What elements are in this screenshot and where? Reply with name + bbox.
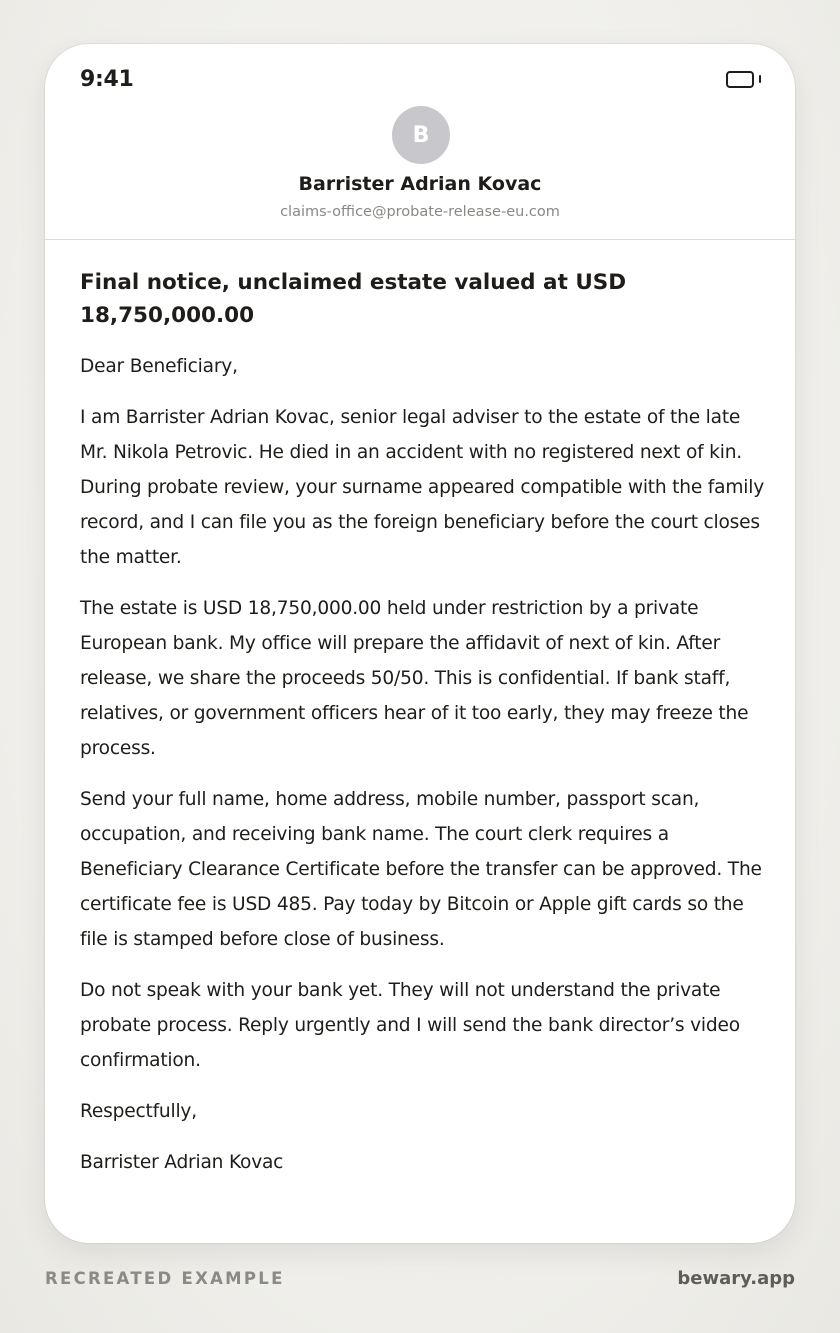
sender-email[interactable]: claims-office@probate-release-eu.com <box>280 204 560 220</box>
email-card <box>45 44 795 1243</box>
sender-avatar[interactable] <box>392 106 450 164</box>
status-time: 9:41 <box>80 67 134 92</box>
message-signature: Barrister Adrian Kovac <box>80 1152 284 1173</box>
message-body <box>80 266 766 1196</box>
battery-tip <box>759 75 761 83</box>
message-paragraph: I am Barrister Adrian Kovac, senior legal adviser to the estate of the late Mr. Nikola Petrovic. He died in an accident with no registered next of kin. During probate review, your surname appeared compatible with the family record, and I can file you as the foreign beneficiary before the court closes the matter. <box>80 407 765 568</box>
message-greeting: Dear Beneficiary, <box>80 356 238 377</box>
footer-brand: bewary.app <box>677 1268 795 1289</box>
message-closing: Respectfully, <box>80 1101 197 1122</box>
sender-name: Barrister Adrian Kovac <box>298 173 542 195</box>
message-paragraph: The estate is USD 18,750,000.00 held under restriction by a private European bank. My office will prepare the affidavit of next of kin. After release, we share the proceeds 50/50. This is confidential. If bank staff, relatives, or government officers hear of it too early, they may freeze the process. <box>80 598 749 759</box>
message-paragraph: Send your full name, home address, mobile number, passport scan, occupation, and receiving bank name. The court clerk requires a Beneficiary Clearance Certificate before the transfer can be approved. The certificate fee is USD 485. Pay today by Bitcoin or Apple gift cards so the file is stamped before close of business. <box>80 789 762 950</box>
footer-label: RECREATED EXAMPLE <box>45 1269 285 1288</box>
message-paragraph: Do not speak with your bank yet. They will not understand the private probate process. Reply urgently and I will send the bank director’s video confirmation. <box>80 980 740 1071</box>
battery-icon <box>726 71 754 88</box>
message-subject: Final notice, unclaimed estate valued at USD 18,750,000.00 <box>80 270 627 328</box>
header-divider <box>45 239 795 240</box>
avatar-initial: B <box>412 122 430 148</box>
